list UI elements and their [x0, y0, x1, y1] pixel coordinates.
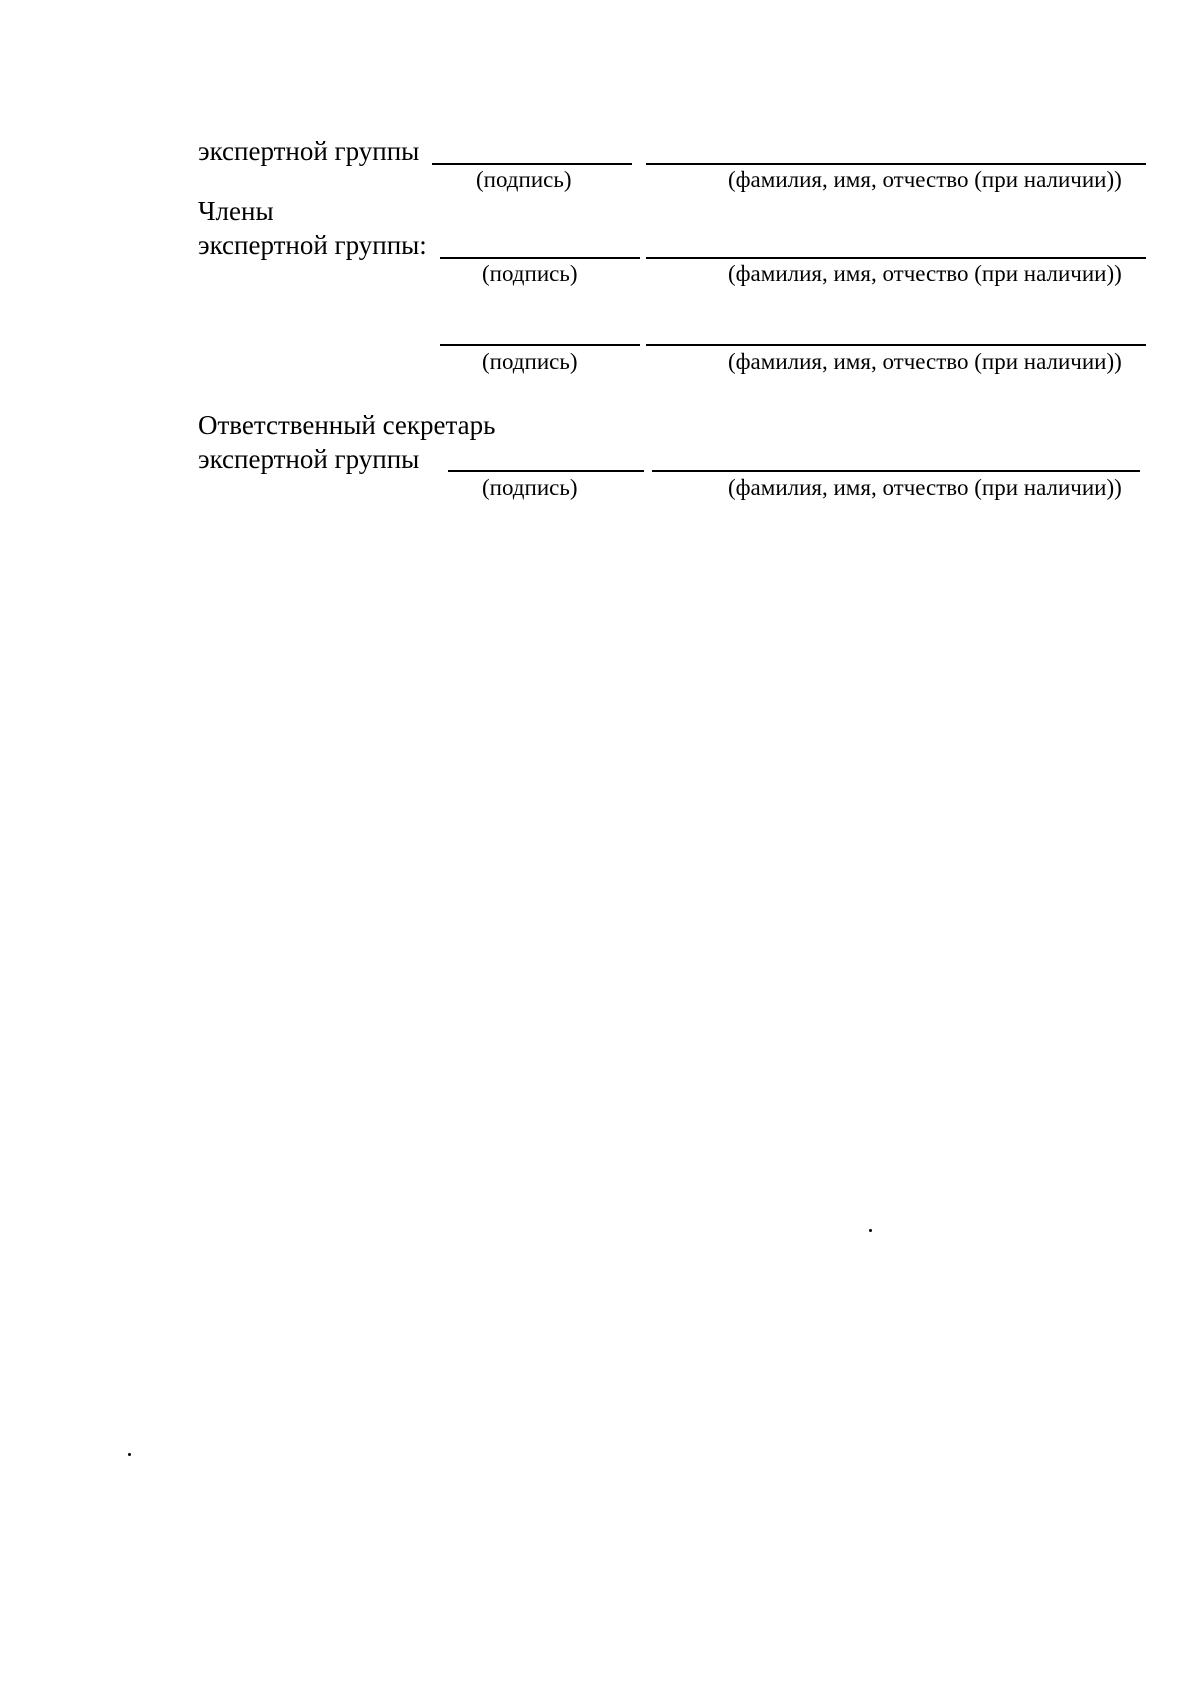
- section2-signature-line[interactable]: [440, 257, 640, 259]
- section2-name-caption: (фамилия, имя, отчество (при наличии)): [728, 261, 1122, 286]
- section2-name-line[interactable]: [646, 257, 1146, 259]
- section4-name-line[interactable]: [652, 470, 1140, 472]
- section4-heading-line1: Ответственный секретарь: [198, 410, 496, 440]
- section1-signature-caption: (подпись): [476, 167, 572, 192]
- section2-signature-caption: (подпись): [482, 261, 578, 286]
- section1-name-caption: (фамилия, имя, отчество (при наличии)): [728, 167, 1122, 192]
- section1-name-line[interactable]: [646, 163, 1146, 165]
- section4-signature-caption: (подпись): [482, 475, 578, 500]
- section4-name-caption: (фамилия, имя, отчество (при наличии)): [728, 475, 1122, 500]
- section3-name-line[interactable]: [646, 344, 1146, 346]
- section4-heading-line2: экспертной группы: [198, 444, 420, 474]
- section2-heading-line1: Члены: [198, 196, 274, 226]
- section2-heading-line2: экспертной группы:: [198, 230, 427, 260]
- section4-signature-line[interactable]: [448, 470, 644, 472]
- scan-speck: [869, 1229, 872, 1232]
- section3-signature-caption: (подпись): [482, 349, 578, 374]
- section3-name-caption: (фамилия, имя, отчество (при наличии)): [728, 349, 1122, 374]
- section1-signature-line[interactable]: [432, 163, 632, 165]
- scan-speck: [128, 1453, 131, 1456]
- section3-signature-line[interactable]: [440, 344, 640, 346]
- section1-heading-line1: экспертной группы: [198, 136, 420, 166]
